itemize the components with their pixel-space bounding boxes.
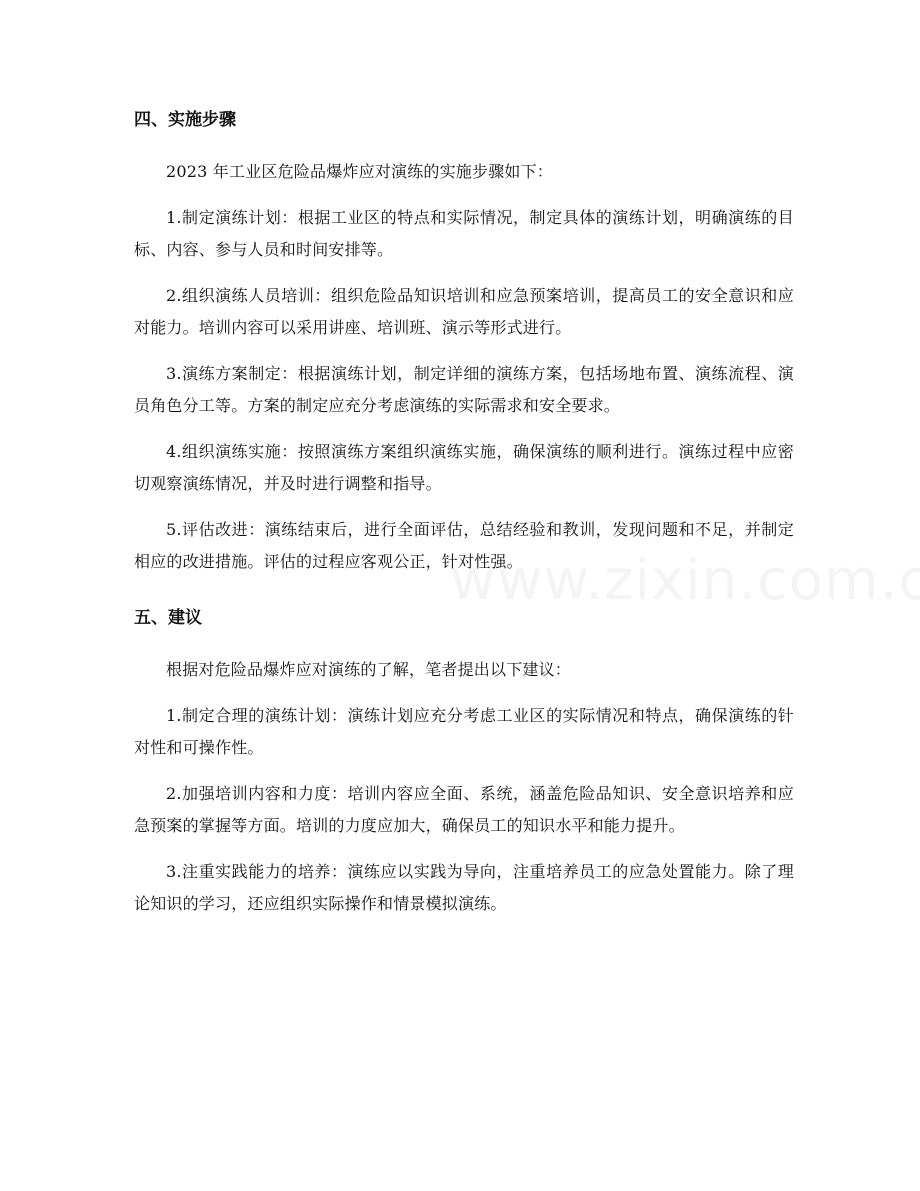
list-item: 5.评估改进：演练结束后，进行全面评估，总结经验和教训，发现问题和不足，并制定相应的改进措施。评估的过程应客观公正，针对性强。 (134, 520, 794, 571)
list-item: 2.组织演练人员培训：组织危险品知识培训和应急预案培训，提高员工的安全意识和应对能力。培训内容可以采用讲座、培训班、演示等形式进行。 (134, 286, 794, 337)
list-item: 1.制定合理的演练计划：演练计划应充分考虑工业区的实际情况和特点，确保演练的针对性和可操作性。 (134, 706, 794, 757)
list-item: 4.组织演练实施：按照演练方案组织演练实施，确保演练的顺利进行。演练过程中应密切观察演练情况，并及时进行调整和指导。 (134, 442, 794, 493)
section-intro: 根据对危险品爆炸应对演练的了解，笔者提出以下建议： (166, 660, 572, 679)
document-body (134, 100, 794, 920)
section-heading-implementation-steps: 四、实施步骤 (134, 110, 236, 130)
section-intro: 2023 年工业区危险品爆炸应对演练的实施步骤如下： (166, 162, 554, 181)
list-item: 3.注重实践能力的培养：演练应以实践为导向，注重培养员工的应急处置能力。除了理论知识的学习，还应组织实际操作和情景模拟演练。 (134, 862, 794, 913)
list-item: 1.制定演练计划：根据工业区的特点和实际情况，制定具体的演练计划，明确演练的目标、内容、参与人员和时间安排等。 (134, 208, 794, 259)
list-item: 3.演练方案制定：根据演练计划，制定详细的演练方案，包括场地布置、演练流程、演员角色分工等。方案的制定应充分考虑演练的实际需求和安全要求。 (134, 364, 794, 415)
section-heading-suggestions: 五、建议 (134, 608, 202, 628)
list-item: 2.加强培训内容和力度：培训内容应全面、系统，涵盖危险品知识、安全意识培养和应急预案的掌握等方面。培训的力度应加大，确保员工的知识水平和能力提升。 (134, 784, 794, 835)
